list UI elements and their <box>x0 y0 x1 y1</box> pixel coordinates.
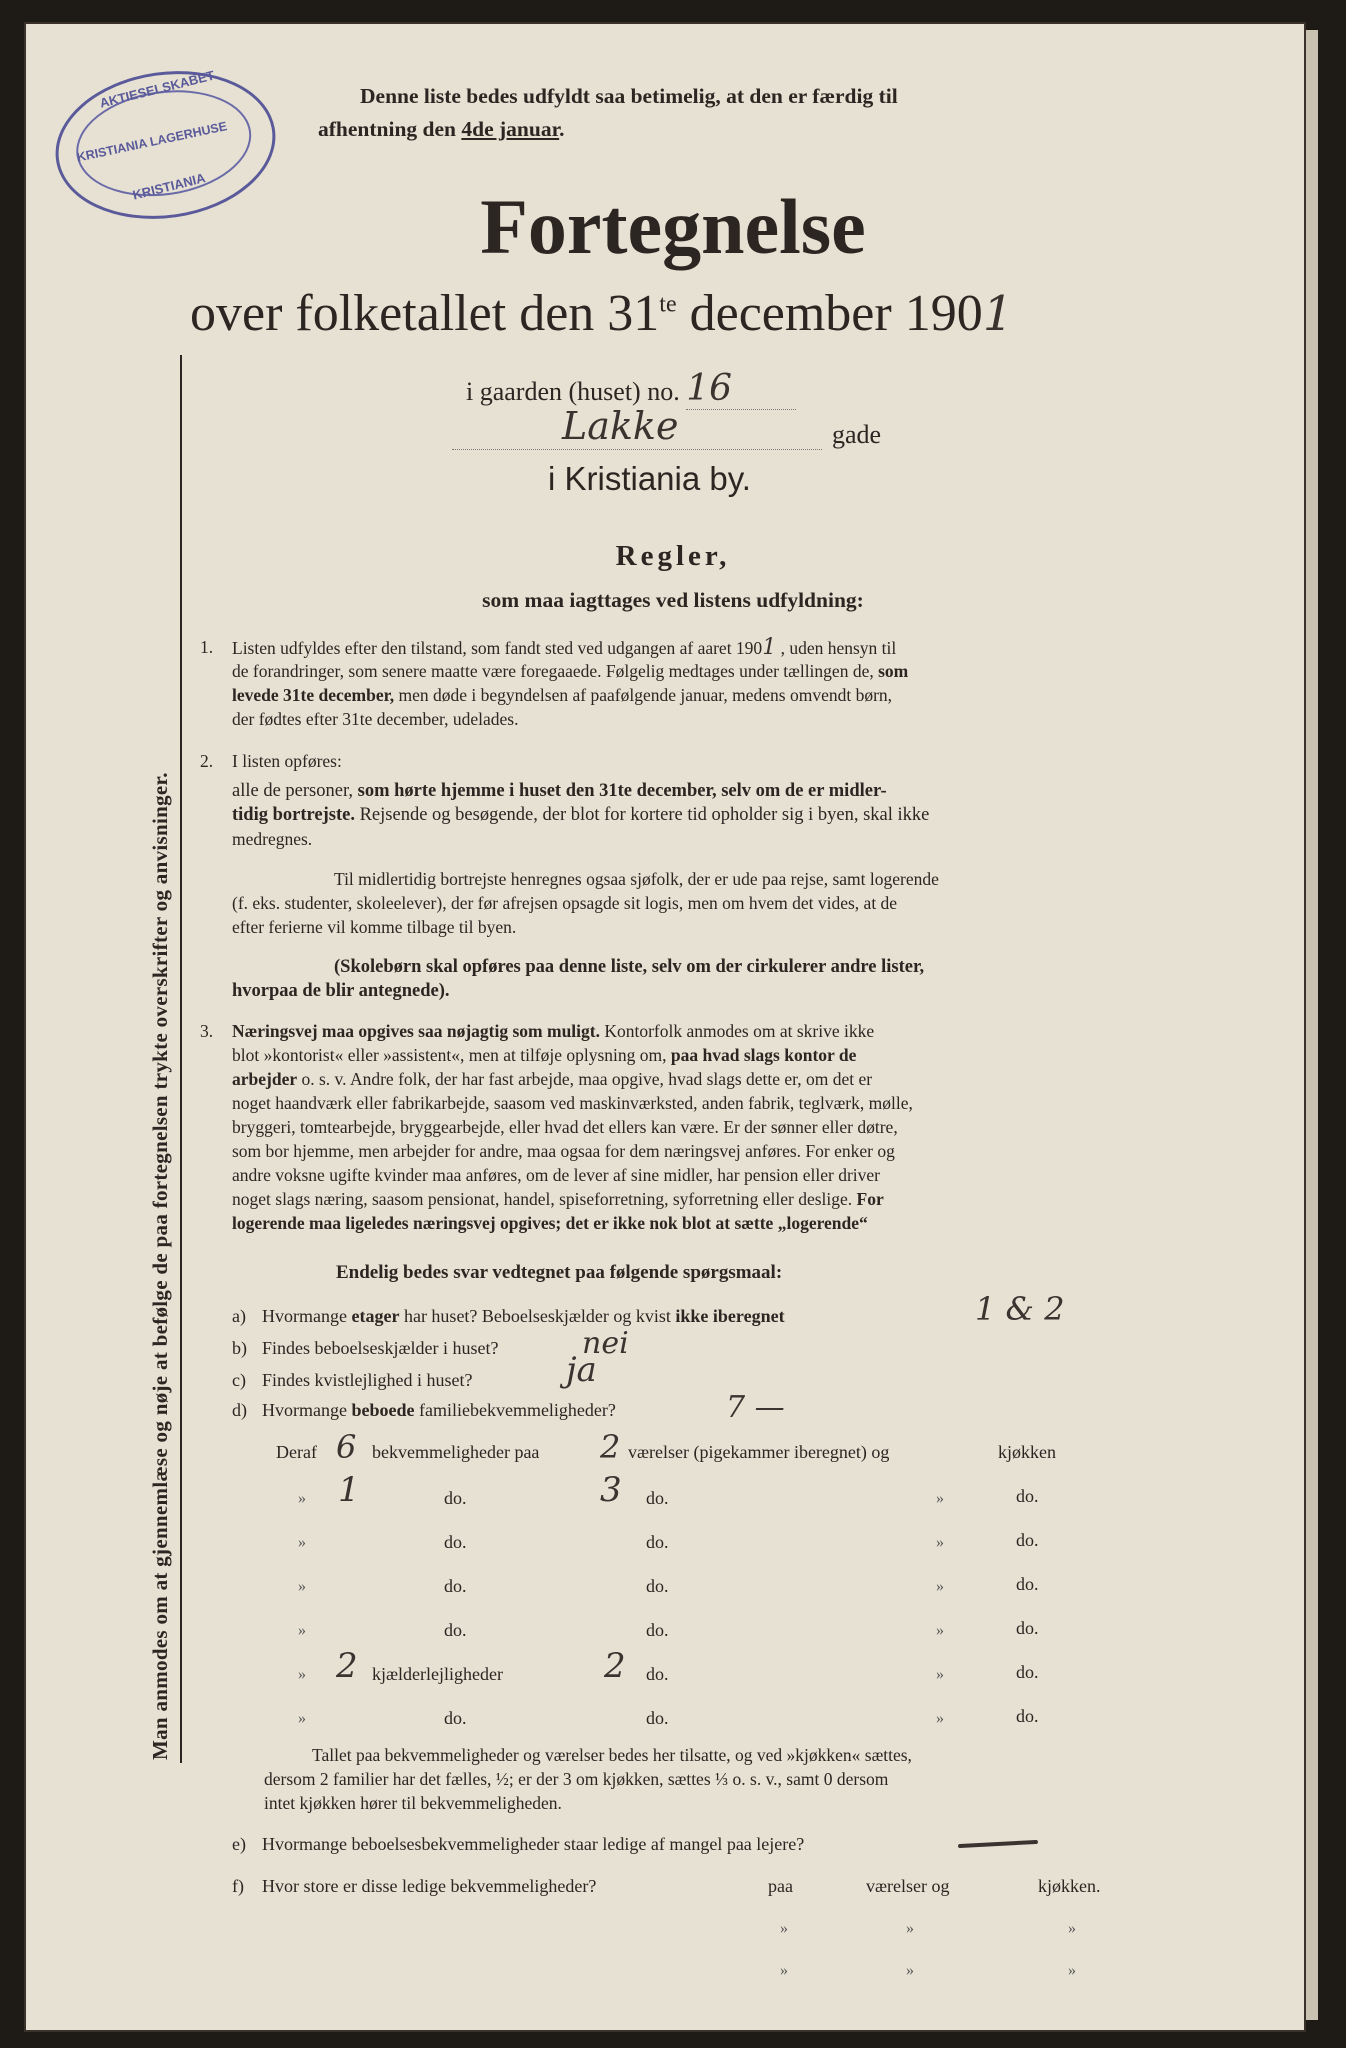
rule-1-number: 1. <box>200 637 214 657</box>
table-col1: bekvemmeligheder paa <box>372 1442 540 1462</box>
rule-3-text: Næringsvej maa opgives saa nøjagtig som muligt. Kontorfolk anmodes om at skrive ikke <box>232 1021 875 1041</box>
schoolchildren-note: (Skolebørn skal opføres paa denne liste, selv om der cirkulerer andre lister, <box>334 957 925 977</box>
page-subtitle: over folketallet den $31^{te}$ december 1901 <box>190 285 1014 342</box>
city-line: i Kristiania by. <box>548 460 751 497</box>
page-title: Fortegnelse <box>480 183 866 270</box>
rule-3-number: 3. <box>200 1021 214 1041</box>
question-a: Hvormange etager har huset? Beboelseskjælder og kvist ikke iberegnet <box>262 1306 785 1326</box>
question-d: Hvormange beboede familiebekvemmeligheder? <box>262 1400 616 1420</box>
question-b: Findes beboelseskjælder i huset? <box>262 1338 499 1358</box>
handwritten-year-digit: 1 <box>982 286 1014 342</box>
paper-edge <box>1306 30 1318 2020</box>
row1-count: 6 <box>336 1428 357 1466</box>
row1-rooms: 2 <box>600 1428 621 1466</box>
rules-subtitle: som maa iagttages ved listens udfyldning: <box>482 588 864 612</box>
rule-2-number: 2. <box>200 751 214 771</box>
cellar-label: kjælderlejligheder <box>372 1664 503 1684</box>
rules-title: Regler, <box>615 540 731 572</box>
company-stamp: AKTIESELSKABET KRISTIANIA LAGERHUSE KRISTIANIA <box>46 57 285 232</box>
answer-b: nei <box>582 1326 629 1361</box>
sidebar-instruction: Man anmodes om at gjennemlæse og nøje at befølge de paa fortegnelsen trykte overskrifter og anvisninger. <box>148 772 172 1760</box>
header-notice-line1: Denne liste bedes udfyldt saa betimelig, at den er færdig til <box>360 84 898 108</box>
street-suffix: gade <box>832 420 882 449</box>
answer-c: ja <box>566 1350 597 1390</box>
answer-d: 7 — <box>726 1390 785 1425</box>
cellar-count: 2 <box>336 1646 358 1686</box>
rule-2-text: alle de personer, som hørte hjemme i huset den 31te december, selv om de er midler- <box>232 781 887 801</box>
questions-intro: Endelig bedes svar vedtegnet paa følgende spørgsmaal: <box>336 1262 783 1283</box>
question-f: Hvor store er disse ledige bekvemmeligheder? <box>262 1876 597 1896</box>
sidebar-rule <box>180 355 182 1763</box>
question-c: Findes kvistlejlighed i huset? <box>262 1370 473 1390</box>
pickup-date: 4de januar <box>461 117 560 141</box>
row2-count: 1 <box>338 1470 360 1510</box>
cellar-rooms: 2 <box>604 1646 626 1686</box>
table-col3: kjøkken <box>998 1442 1056 1462</box>
house-number-line: i gaarden (huset) no. 16 <box>466 368 796 410</box>
question-e: Hvormange beboelsesbekvemmeligheder staar ledige af mangel paa lejere? <box>262 1834 805 1854</box>
header-notice-line2: afhentning den 4de januar. <box>318 117 565 141</box>
row2-rooms: 3 <box>600 1470 622 1510</box>
street-name-value: Lakke <box>452 404 822 450</box>
rule-1-text: Listen udfyldes efter den tilstand, som fandt sted ved udgangen af aaret 1901 , uden hensyn til <box>232 635 897 660</box>
kitchen-note: Tallet paa bekvemmeligheder og værelser bedes her tilsatte, og ved »kjøkken« sættes, <box>312 1745 912 1765</box>
answer-a: 1 & 2 <box>975 1290 1065 1328</box>
table-deraf: Deraf <box>276 1442 317 1462</box>
table-col2: værelser (pigekammer iberegnet) og <box>628 1442 890 1462</box>
house-number-value: 16 <box>686 368 796 410</box>
